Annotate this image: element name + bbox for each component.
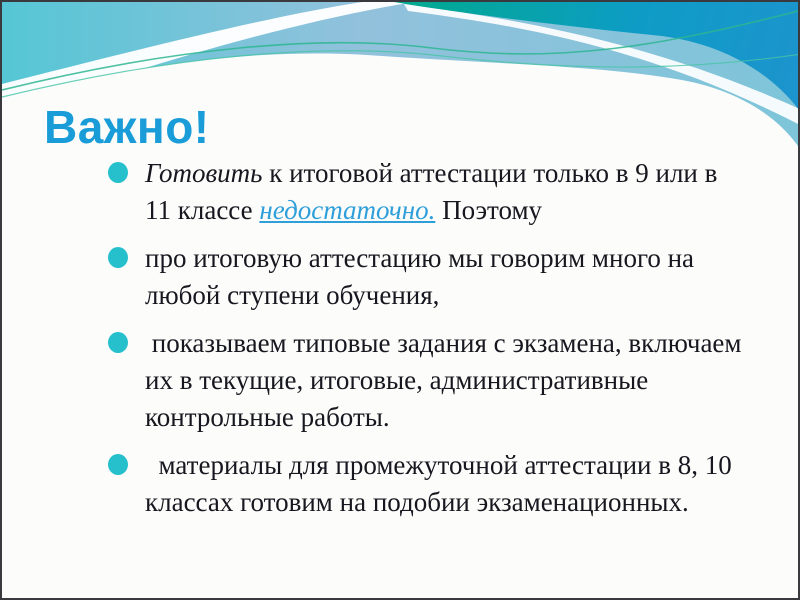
bullet-text	[145, 447, 750, 521]
bullet-icon	[108, 247, 128, 268]
list-item	[108, 240, 750, 314]
list-item	[108, 325, 750, 436]
page-title: Важно!	[44, 101, 210, 153]
list-item	[108, 447, 750, 521]
text-segment: к итоговой аттестации только в 9 или в 11 классе	[145, 158, 725, 225]
bullet-icon	[108, 332, 128, 353]
bullet-icon	[108, 162, 128, 183]
text-link[interactable]: недостаточно.	[259, 195, 436, 225]
text-segment: материалы для промежуточной аттестации в 8, 10 классах готовим на подобии экзаменационных.	[145, 450, 739, 517]
bullet-text	[145, 325, 750, 436]
list-item	[108, 155, 750, 229]
bullet-text	[145, 155, 750, 229]
bullet-list	[108, 155, 750, 532]
emphasized-text: Готовить	[145, 158, 263, 188]
bullet-text	[145, 240, 750, 314]
text-segment: Поэтому	[435, 195, 543, 225]
text-segment: показываем типовые задания с экзамена, включаем их в текущие, итоговые, административные контрольные работы.	[145, 328, 749, 432]
bullet-icon	[108, 454, 128, 475]
text-segment: про итоговую аттестацию мы говорим много на любой ступени обучения,	[145, 243, 701, 310]
